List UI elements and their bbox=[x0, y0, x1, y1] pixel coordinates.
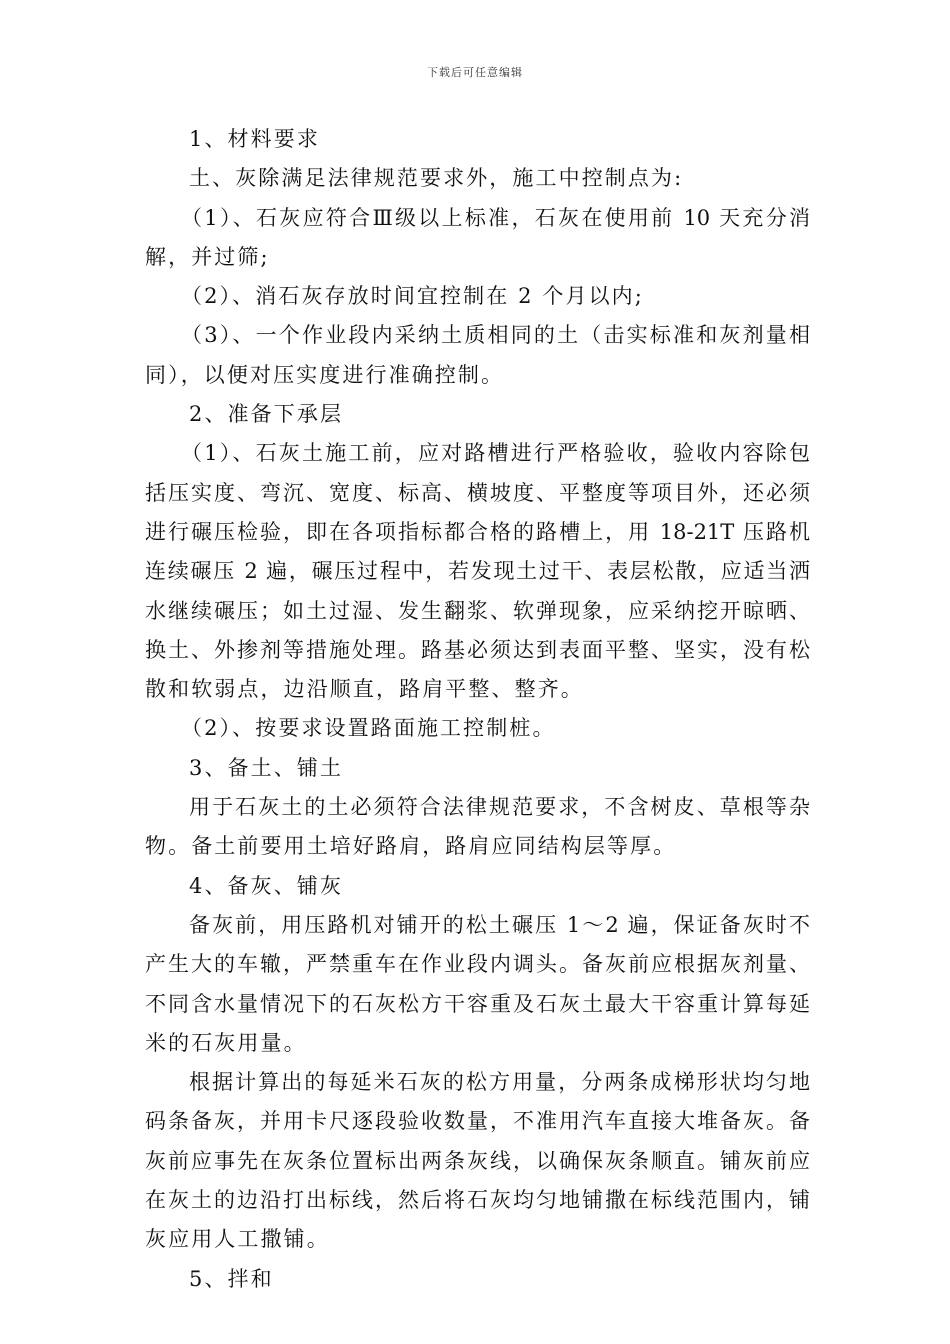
section-heading: 5、拌和 bbox=[189, 1266, 274, 1291]
document-body bbox=[145, 120, 810, 1299]
paragraph-line: （1）、石灰土施工前，应对路槽进行严格验收，验收内容除包 bbox=[181, 441, 810, 466]
paragraph-line: （2）、按要求设置路面施工控制桩。 bbox=[181, 716, 556, 741]
paragraph-line: 灰前应事先在灰条位置标出两条灰线，以确保灰条顺直。铺灰前应 bbox=[145, 1148, 810, 1173]
paragraph-line: 不同含水量情况下的石灰松方干容重及石灰土最大干容重计算每延 bbox=[145, 991, 810, 1016]
paragraph-line: 根据计算出的每延米石灰的松方用量，分两条成梯形状均匀地 bbox=[189, 1070, 810, 1095]
paragraph-line: 同），以便对压实度进行准确控制。 bbox=[145, 362, 505, 387]
paragraph-line: （2）、消石灰存放时间宜控制在 2 个月以内; bbox=[181, 284, 644, 309]
paragraph-line: 土、灰除满足法律规范要求外，施工中控制点为: bbox=[189, 166, 684, 191]
paragraph-line: 解，并过筛; bbox=[145, 244, 270, 269]
paragraph-line: 产生大的车辙，严禁重车在作业段内调头。备灰前应根据灰剂量、 bbox=[145, 952, 810, 977]
section-heading: 4、备灰、铺灰 bbox=[189, 873, 344, 898]
page-header: 下载后可任意编辑 bbox=[427, 66, 523, 79]
section-heading: 2、准备下承层 bbox=[189, 402, 344, 427]
paragraph-line: 米的石灰用量。 bbox=[145, 1030, 307, 1055]
paragraph-line: 备灰前，用压路机对铺开的松土碾压 1～2 遍，保证备灰时不 bbox=[189, 912, 810, 937]
paragraph-line: 水继续碾压；如土过湿、发生翻浆、软弹现象，应采纳挖开晾晒、 bbox=[145, 598, 810, 623]
paragraph-line: 换土、外掺剂等措施处理。路基必须达到表面平整、坚实，没有松 bbox=[145, 637, 810, 662]
paragraph-line: 散和软弱点，边沿顺直，路肩平整、整齐。 bbox=[145, 677, 584, 702]
paragraph-line: 在灰土的边沿打出标线，然后将石灰均匀地铺撒在标线范围内，铺 bbox=[145, 1188, 810, 1213]
paragraph-line: 灰应用人工撒铺。 bbox=[145, 1227, 330, 1252]
paragraph-line: 用于石灰土的土必须符合法律规范要求，不含树皮、草根等杂 bbox=[189, 795, 810, 820]
paragraph-line: 连续碾压 2 遍，碾压过程中，若发现土过干、表层松散，应适当洒 bbox=[145, 559, 810, 584]
paragraph-line: 物。备土前要用土培好路肩，路肩应同结构层等厚。 bbox=[145, 834, 677, 859]
section-heading: 1、材料要求 bbox=[189, 127, 320, 151]
paragraph-line: 括压实度、弯沉、宽度、标高、横坡度、平整度等项目外，还必须 bbox=[145, 480, 810, 505]
paragraph-line: 码条备灰，并用卡尺逐段验收数量，不准用汽车直接大堆备灰。备 bbox=[145, 1109, 810, 1134]
paragraph-line: 进行碾压检验，即在各项指标都合格的路槽上，用 18-21T 压路机 bbox=[145, 519, 810, 544]
paragraph-line: （1）、石灰应符合Ⅲ级以上标准，石灰在使用前 10 天充分消 bbox=[181, 205, 810, 230]
section-heading: 3、备土、铺土 bbox=[189, 755, 344, 780]
paragraph-line: （3）、一个作业段内采纳土质相同的土（击实标准和灰剂量相 bbox=[181, 323, 810, 348]
